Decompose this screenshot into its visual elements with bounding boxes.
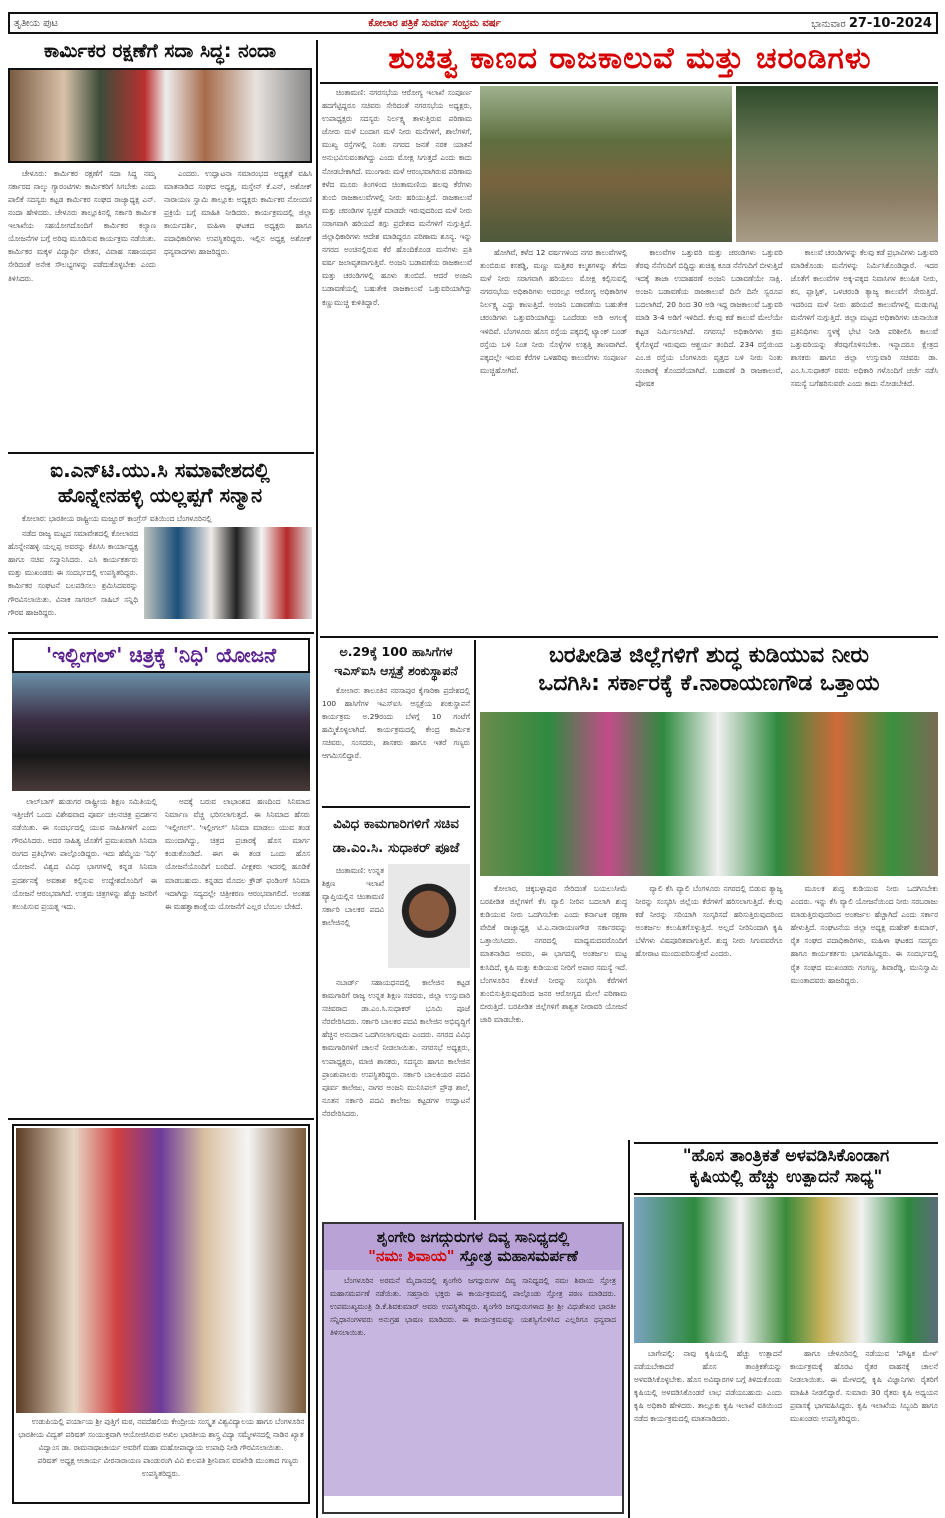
body-col: ಲಾಲ್‌ಬಾಗ್ ಹುಡುಗರ ರಾಷ್ಟ್ರೀಯ ಶಿಕ್ಷಣ ಸಮಿತಿಯಲ್ಲಿ ಇತ್ತೀಚೆಗೆ ಒಂದು ವಿಶೇಷವಾದ ಪೂರ್ವ ಚಲನಚಿತ್ರ ಪ್ರದರ್ಶನ ನಡೆಯಿತು. ಈ ಸಂದರ್ಭದಲ್ಲಿ ಯುವ ಸಾಹಿತಿಗಳಿಗೆ ಎಂದು ಗೌರವಿಸಿದರು. ಅದರ ಸಾಹಿತ್ಯ ಜೊತೆಗೆ ಪ್ರಮುಖವಾಗಿ ಸಿನಿಮಾ ರಂಗದ ಪ್ರತಿಭೆಗಳು ಪಾಲ್ಗೊಂಡಿದ್ದರು. ಇದು ಹೆಮ್ಮೆಯ 'ನಿಧಿ' ಯೋಜನೆ. ವಿಶ್ವದ ವಿವಿಧ ಭಾಗಗಳಲ್ಲಿ ಕನ್ನಡ ಸಿನಿಮಾ ಪ್ರದರ್ಶನಕ್ಕೆ ಅವಕಾಶ ಕಲ್ಪಿಸುವ ಉದ್ದೇಶದೊಂದಿಗೆ ಈ ಯೋಜನೆ ಆರಂಭವಾಗಿದೆ. ಉತ್ತಮ ಚಿತ್ರಗಳನ್ನು ಹೆಚ್ಚು ಜನರಿಗೆ ತಲುಪಿಸುವ ಪ್ರಯತ್ನ ಇದು.: [12, 797, 157, 911]
article-namah-shivaya: [322, 1222, 624, 1514]
photo-protest: [480, 712, 938, 876]
article-karmika: [8, 36, 312, 427]
column-divider: [316, 40, 318, 1518]
rule: [8, 452, 314, 454]
column-divider: [474, 640, 476, 1220]
body-col: ಕಾಲುವೆ ಚರಂಡಿಗಳನ್ನು ಕೆಲವು ಕಡೆ ಪ್ರಭಾವಿಗಳು ಒತ್ತುವರಿ ಮಾಡಿಕೊಂಡು ಮನೆಗಳನ್ನು ನಿರ್ಮಿಸಿಕೊಂಡಿದ್ದಾರೆ. ಇದರ ಜೊತೆಗೆ ಕಾಲುವೆಗಳ ಅಕ್ಕ-ಪಕ್ಕದ ನಿವಾಸಿಗಳ ಕಲುಷಿತ ನೀರು, ಕಸ, ಪ್ಲಾಸ್ಟಿಕ್, ಒಳಚರಂಡಿ ತ್ಯಾಜ್ಯ ಕಾಲುವೆಗೆ ಸೇರುತ್ತಿದೆ. ಇದರಿಂದ ಮಳೆ ನೀರು ಹರಿಯದೆ ಕಾಲುವೆಗಳಲ್ಲಿ ಮಡುಗಟ್ಟಿ ಮನೆಗಳಿಗೆ ನುಗ್ಗುತ್ತಿದೆ. ಜಿಲ್ಲಾ ಮಟ್ಟದ ಅಧಿಕಾರಿಗಳು ಚುನಾಯಿತ ಪ್ರತಿನಿಧಿಗಳು ಸ್ಥಳಕ್ಕೆ ಭೇಟಿ ನೀಡಿ ಪರಿಶೀಲಿಸಿ ಕಾಲುವೆ ಒತ್ತುವರಿಯನ್ನು ತೆರವುಗೊಳಿಸಬೇಕು. ಇನ್ನಾದರೂ ಕ್ಷೇತ್ರದ ಶಾಸಕರು ಹಾಗೂ ಜಿಲ್ಲಾ ಉಸ್ತುವಾರಿ ಸಚಿವರು ಡಾ. ಎಂ.ಸಿ.ಸುಧಾಕರ್ ರವರು ಅಧಿಕಾರಿ ಗಳೊಂದಿಗೆ ಚರ್ಚೆ ನಡೆಸಿ ಸಮಸ್ಯೆ ಬಗೆಹರಿಸುವರೇ ಎಂದು ಕಾದು ನೋಡಬೇಕಿದೆ.: [790, 248, 938, 388]
rule: [320, 636, 938, 638]
headline-band: [324, 1224, 622, 1270]
headline: ಬರಪೀಡಿತ ಜಿಲ್ಲೆಗಳಿಗೆ ಶುದ್ಧ ಕುಡಿಯುವ ನೀರು: [548, 643, 870, 668]
body-col: ಮೂಲಕ ಶುದ್ಧ ಕುಡಿಯುವ ನೀರು ಒದಗಿಸಬೇಕು ಎಂದರು. ಇನ್ನು ಕೆಸಿ ವ್ಯಾಲಿ ಯೋಜನೆಯಿಂದ ನೀರು ಸರಬರಾಜು ಮಾಡುತ್ತಿರುವುದರಿಂದ ಅಂತರ್ಜಲ ಹೆಚ್ಚಾಗಿದೆ ಎಂದು ಸರ್ಕಾರ ಹೇಳುತ್ತಿದೆ. ಸಂಘಟನೆಯ ಜಿಲ್ಲಾ ಅಧ್ಯಕ್ಷ ಮಹೇಶ್ ಕುಮಾರ್, ರೈತ ಸಂಘದ ಪದಾಧಿಕಾರಿಗಳು, ಮಹಿಳಾ ಘಟಕದ ಸದಸ್ಯರು ಹಾಗೂ ಕಾರ್ಯಕರ್ತರು ಭಾಗವಹಿಸಿದ್ದರು. ಈ ಸಂದರ್ಭದಲ್ಲಿ ರೈತ ಸಂಘದ ಮುಖಂಡರು ಗಂಗಣ್ಣ, ಶಿವಾರೆಡ್ಡಿ, ಮುನಿಸ್ವಾಮಿ ಮುಂತಾದವರು ಹಾಜರಿದ್ದರು.: [790, 884, 938, 985]
headline: ಕೃಷಿಯಲ್ಲಿ ಹೆಚ್ಚು ಉತ್ಪಾದನೆ ಸಾಧ್ಯ": [689, 1167, 883, 1188]
body: ನಬಾರ್ಡ್ ಸಹಾಯಧನದಲ್ಲಿ ಕಾಲೇಜಿನ ಕಟ್ಟಡ ಕಾಮಗಾರಿಗೆ ರಾಜ್ಯ ಉನ್ನತ ಶಿಕ್ಷಣ ಸಚಿವರು, ಜಿಲ್ಲಾ ಉಸ್ತುವಾರಿ ಸಚಿವರಾದ ಡಾ.ಎಂ.ಸಿ.ಸುಧಾಕರ್ ಭೂಮಿ ಪೂಜೆ ನೆರವೇರಿಸಿದರು. ಸರ್ಕಾರಿ ಬಾಲಕರ ಪದವಿ ಕಾಲೇಜಿನ ಅಭಿವೃದ್ಧಿಗೆ ಹೆಚ್ಚಿನ ಅನುದಾನ ಒದಗಿಸಲಾಗುವುದು ಎಂದರು. ನಗರದ ವಿವಿಧ ಕಾಮಗಾರಿಗಳಿಗೆ ಚಾಲನೆ ನೀಡಲಾಯಿತು. ನಗರಸಭೆ ಅಧ್ಯಕ್ಷರು, ಉಪಾಧ್ಯಕ್ಷರು, ಮಾಜಿ ಶಾಸಕರು, ಸದಸ್ಯರು ಹಾಗೂ ಕಾಲೇಜಿನ ಪ್ರಾಂಶುಪಾಲರು ಉಪಸ್ಥಿತರಿದ್ದರು. ಸರ್ಕಾರಿ ಬಾಲಕಿಯರ ಪದವಿ ಪೂರ್ವ ಕಾಲೇಜು, ನಾಗರ ಅಂಜನಿ ಮುನಿಸಿಪಲ್ ಪ್ರೌಢ ಶಾಲೆ, ನೂತನ ಸರ್ಕಾರಿ ಪದವಿ ಕಾಲೇಜು ಕಟ್ಟಡಗಳ ಉದ್ಘಾಟನೆ ನೆರವೇರಿಸಿದರು.: [322, 978, 470, 1118]
masthead-title: ಕೋಲಾರ ಪತ್ರಿಕೆ ಸುವರ್ಣ ಸಂಭ್ರಮ ವರ್ಷ: [368, 17, 501, 29]
headline: ವಿವಿಧ ಕಾಮಗಾರಿಗಳಿಗೆ ಸಚಿವ ಡಾ.ಎಂ.ಸಿ. ಸುಧಾಕರ್ ಪೂಜೆ: [332, 816, 460, 856]
headline: "ಹೊಸ ತಾಂತ್ರಿಕತೆ ಅಳವಡಿಸಿಕೊಂಡಾಗ: [682, 1146, 890, 1166]
headline: "ನಮಃ ಶಿವಾಯ" ಸ್ತೋತ್ರ ಮಹಾಸಮರ್ಪಣೆ: [368, 1246, 578, 1265]
headline: 'ಇಲ್ಲೀಗಲ್' ಚಿತ್ರಕ್ಕೆ 'ನಿಧಿ' ಯೋಜನೆ: [12, 638, 310, 673]
lead: ಕೋಲಾರ: ಭಾರತೀಯ ರಾಷ್ಟ್ರೀಯ ಮಜ್ದೂರ್ ಕಾಂಗ್ರೆಸ್ ವತಿಯಿಂದ ಬೆಂಗಳೂರಿನಲ್ಲಿ: [22, 514, 212, 523]
rule: [634, 1142, 938, 1144]
headline: ಅ.29ಕ್ಕೆ 100 ಹಾಸಿಗೆಗಳ ಇಎಸ್‌ಐಸಿ ಆಸ್ಪತ್ರೆ ಶಂಕುಸ್ಥಾಪನೆ: [334, 644, 458, 678]
headline: ಶೃಂಗೇರಿ ಜಗದ್ಗುರುಗಳ ದಿವ್ಯ ಸಾನಿಧ್ಯದಲ್ಲಿ: [376, 1228, 570, 1246]
photo-minister: [388, 864, 470, 968]
lead-headline: ಶುಚಿತ್ವ ಕಾಣದ ರಾಜಕಾಲುವೆ ಮತ್ತು ಚರಂಡಿಗಳು: [388, 41, 872, 76]
photo-waterlogged-road: [736, 86, 938, 242]
headline: ಕಾರ್ಮಿಕರ ರಕ್ಷಣೆಗೆ ಸದಾ ಸಿದ್ಧ: ನಂದಾ: [43, 40, 277, 62]
body-col: ಚಿಂತಾಮಣಿ: ಉನ್ನತ ಶಿಕ್ಷಣ ಇಲಾಖೆ ವ್ಯಾಪ್ತಿಯಲ್ಲಿನ ಚಿಂತಾಮಣಿ ಸರ್ಕಾರಿ ಬಾಲಕರ ಪದವಿ ಕಾಲೇಜಿನಲ್ಲಿ: [322, 866, 384, 928]
photo-farmers-vehicle: [634, 1197, 938, 1343]
rule: [320, 82, 938, 84]
body-col: ಬಾಗೇಪಲ್ಲಿ: ನಾವು ಕೃಷಿಯಲ್ಲಿ ಹೆಚ್ಚು ಉತ್ಪಾದನೆ ಪಡೆಯಬೇಕಾದರೆ ಹೊಸ ತಾಂತ್ರಿಕತೆಯನ್ನು ಅಳವಡಿಸಿಕೊಳ್ಳಬೇಕು. ಹೊಸ ಅವಿಷ್ಕಾರಗಳ ಬಗ್ಗೆ ತಿಳಿದುಕೊಂಡು ಕೃಷಿಯಲ್ಲಿ ಅಳವಡಿಸಿಕೊಂಡರೆ ಲಾಭ ಪಡೆಯಬಹುದು ಎಂದು ಕೃಷಿ ಅಧಿಕಾರಿ ಹೇಳಿದರು. ತಾಲ್ಲೂಕು ಕೃಷಿ ಇಲಾಖೆ ವತಿಯಿಂದ ನಡೆದ ಕಾರ್ಯಕ್ರಮದಲ್ಲಿ ಮಾತನಾಡಿದರು.: [634, 1348, 782, 1423]
photo-inauguration: [8, 68, 312, 163]
headline: ಒದಗಿಸಿ: ಸರ್ಕಾರಕ್ಕೆ ಕೆ.ನಾರಾಯಣಗೌಡ ಒತ್ತಾಯ: [538, 670, 880, 696]
headline: ಹೊನ್ನೇನಹಳ್ಳಿ ಯಲ್ಲಪ್ಪಗೆ ಸನ್ಮಾನ: [57, 483, 263, 507]
photo-drain: [480, 86, 732, 242]
body-col: ಅದಕ್ಕೆ ಬರುವ ಲಾಭಾಂಶದ ಹಣದಿಂದ ಸಿನಿಮಾದ ನಿರ್ಮಾಣ ವೆಚ್ಚ ಭರಿಸಲಾಗುತ್ತದೆ. ಈ ಸಿನಿಮಾದ ಹೆಸರು 'ಇಲ್ಲೀಗಲ್'. 'ಇಲ್ಲೀಗಲ್' ಸಿನಿಮಾ ಮಾಡಲು ಯುವ ತಂಡ ಮುಂದಾಗಿದ್ದು, ಚಿತ್ರದ ಪ್ರಚಾರಕ್ಕೆ ಹೊಸ ಮಾರ್ಗ ಕಂಡುಕೊಂಡಿದೆ. ಈಗ ಈ ತಂಡ ಒಂದು ಹೊಸ ಯೋಜನೆಯೊಂದಿಗೆ ಬಂದಿದೆ. ವೀಕ್ಷಕರು ಇದರಲ್ಲಿ ಹೂಡಿಕೆ ಮಾಡಬಹುದು. ಕನ್ನಡದ ಮೊದಲ ಕ್ರೌಡ್ ಫಂಡಿಂಗ್ ಸಿನಿಮಾ ಇದಾಗಿದ್ದು ಸದ್ಯದಲ್ಲೇ ಚಿತ್ರೀಕರಣ ಆರಂಭವಾಗಲಿದೆ. ಅಂತಹ ಈ ಮಹತ್ವಾಕಾಂಕ್ಷೆಯ ಯೋಜನೆಗೆ ಎಲ್ಲರ ಬೆಂಬಲ ಬೇಕಿದೆ.: [165, 797, 310, 911]
body-col: ಕಾಲುವೆಗಳ ಒತ್ತುವರಿ ಮತ್ತು ಚರಂಡಿಗಳು ಒತ್ತುವರಿ ತೆರವು ನೆನೆಗುದಿಗೆ ಬಿದ್ದಿದ್ದು ಶುಚಿತ್ವ ಕೂಡ ನೆನೆಗುದಿಗೆ ಬೀಳುತ್ತಿದೆ ಇದಕ್ಕೆ ತಾಜಾ ಉದಾಹರಣೆ ಅಂಜನಿ ಬಡಾವಣೆಯೇ ಸಾಕ್ಷಿ. ಅಂಜನಿ ಬಡಾವಣೆಯ ರಾಜಕಾಲುವೆ ದಿನೇ ದಿನೇ ಸ್ವರೂಪ ಬದಲಾಗಿದೆ, 20 ರಿಂದ 30 ಅಡಿ ಇದ್ದ ರಾಜಕಾಲುವೆ ಒತ್ತುವರಿ ಮಾಡಿ 3-4 ಅಡಿಗೆ ಇಳಿದಿದೆ. ಕೆಲವು ಕಡೆ ಕಾಲುವೆ ಮೇಲೆಯೇ ಕಟ್ಟಡ ನಿರ್ಮಿಸಲಾಗಿದೆ. ನಗರಸಭೆ ಅಧಿಕಾರಿಗಳು ಕ್ರಮ ಕೈಗೊಳ್ಳದೆ ಇರುವುದು ಆಶ್ಚರ್ಯ ತಂದಿದೆ. 234 ರಸ್ತೆಯಿಂದ ಎಂ.ಜಿ ರಸ್ತೆಯ ಬೆಂಗಳೂರು ವೃತ್ತದ ಬಳಿ ನೀರು ನಿಂತು ಸಂಚಾರಕ್ಕೆ ತೊಂದರೆಯಾಗಿದೆ. ಬಡಾವಣೆ ಡಿ ರಾಜಕಾಲುವೆ, ಪೋಷಕ: [635, 248, 783, 388]
rule: [8, 632, 314, 634]
photo-feature-udupi: [12, 1124, 310, 1504]
body-col: ಹೋಗಿವೆ, ಕಳೆದ 12 ವರ್ಷಗಳಿಂದ ನಗರ ಕಾಲುವೆಗಳಲ್ಲಿ ತುಂಬಿರುವ ಕಸಕಡ್ಡಿ, ಮಣ್ಣು ಮತ್ತಿತರ ಕಲ್ಮಶಗಳನ್ನು ತೆಗೆದು ಮಳೆ ನೀರು ಸರಾಗವಾಗಿ ಹರಿಯಲು ಮೋಕ್ಷ ಕಲ್ಪಿಸುವಲ್ಲಿ ನಗರಸಭೆಯ ಅಧಿಕಾರಿಗಳು ಅದರಲ್ಲೂ ಆರೋಗ್ಯ ಅಧಿಕಾರಿಗಳ ನಿರ್ಲಕ್ಷ್ಯ ಎದ್ದು ಕಾಣುತ್ತಿದೆ. ಅಂಜನಿ ಬಡಾವಣೆಯ ಬಹುತೇಕ ಚರಂಡಿಗಳು ಒತ್ತುವರಿಯಾಗಿದ್ದು ಒಂದೆರಡು ಅಡಿ ಅಗಲಕ್ಕೆ ಇಳಿದಿವೆ. ಬೆಂಗಳೂರು ಹೊಸ ರಸ್ತೆಯ ಪಕ್ಕದಲ್ಲಿ ಟ್ಯಾಂಕ್ ಬಂಡ್ ರಸ್ತೆಯ ಬಳಿ ನಿಂತ ನೀರು ಸೊಳ್ಳೆಗಳ ಉತ್ಪತ್ತಿ ತಾಣವಾಗಿದೆ. ಪಕ್ಕದಲ್ಲೇ ಇರುವ ಕೆರೆಗಳ ಒಳಹರಿವು ಕಾಲುವೆಗಳು ಸಂಪೂರ್ಣ ಮುಚ್ಚಿಹೋಗಿವೆ.: [480, 248, 628, 375]
headline: ಐ.ಎನ್‌ಟಿ.ಯು.ಸಿ ಸಮಾವೇಶದಲ್ಲಿ: [50, 458, 270, 482]
caption: ಉಡುಪಿಯಲ್ಲಿ ಪರ್ಯಾಯ ಶ್ರೀ ಪುತ್ತಿಗೆ ಮಠ, ನವದೆಹಲಿಯ ಕೇಂದ್ರೀಯ ಸಂಸ್ಕೃತ ವಿಶ್ವವಿದ್ಯಾಲಯ ಹಾಗೂ ಬೆಂಗಳೂರಿನ ಭಾರತೀಯ ವಿದ್ವತ್ ಪರಿಷತ್ ಸಂಯುಕ್ತವಾಗಿ ಆಯೋಜಿಸಿರುವ ಅಖಿಲ ಭಾರತೀಯ ಶಾಸ್ತ್ರ ವಿದ್ಯಾ ಸಮ್ಮೇಳನದಲ್ಲಿ ನಾಡಿನ ಖ್ಯಾತ ವಿದ್ವಾಂಸ ಡಾ. ರಾಮನಾಥಾಚಾರ್ಯ ಅವರಿಗೆ ಮಹಾ ಮಹೋಪಾಧ್ಯಾಯ ಉಪಾಧಿ ನೀಡಿ ಗೌರವಿಸಲಾಯಿತು. ಪರಿಷತ್ ಅಧ್ಯಕ್ಷ ಆಚಾರ್ಯ ವೀರನಾರಾಯಣ ಪಾಂಡುರಂಗಿ ವಿವಿ ಕುಲಪತಿ ಶ್ರೀನಿವಾಸ ವರಖೇಡಿ ಮುಂತಾದ ಗಣ್ಯರು ಉಪಸ್ಥಿತರಿದ್ದರು.: [18, 1417, 305, 1479]
photo-honour-ceremony: [16, 1128, 306, 1413]
rule: [8, 1118, 314, 1120]
body-col: ಹಾಗೂ ಚೇಳೂರಿನಲ್ಲಿ ನಡೆಯುವ 'ಪೌಷ್ಟಿಕ ಮೇಳ' ಕಾರ್ಯಕ್ರಮಕ್ಕೆ ಹೊರಟ ರೈತರ ವಾಹನಕ್ಕೆ ಚಾಲನೆ ನೀಡಲಾಯಿತು. ಈ ಮೇಳದಲ್ಲಿ ಕೃಷಿ ವಿಜ್ಞಾನಿಗಳು ರೈತರಿಗೆ ಮಾಹಿತಿ ನೀಡಲಿದ್ದಾರೆ. ಸುಮಾರು 30 ರೈತರು ಕೃಷಿ ಅಧ್ಯಯನ ಪ್ರವಾಸಕ್ಕೆ ಭಾಗವಹಿಸಿದ್ದರು. ಕೃಷಿ ಇಲಾಖೆಯ ಸಿಬ್ಬಂದಿ ಹಾಗೂ ಮುಖಂಡರು ಉಪಸ್ಥಿತರಿದ್ದರು.: [790, 1348, 938, 1423]
article-esi-hospital: [322, 642, 470, 780]
photo-film-team: [12, 673, 310, 791]
body: ಕೋಲಾರ: ತಾಲೂಕಿನ ನರಸಾಪುರ ಕೈಗಾರಿಕಾ ಪ್ರದೇಶದಲ್ಲಿ 100 ಹಾಸಿಗೆಗಳ ಇಎಸ್‌ಐಸಿ ಆಸ್ಪತ್ರೆಯ ಶಂಕುಸ್ಥಾಪನೆ ಕಾರ್ಯಕ್ರಮ ಅ.29ರಂದು ಬೆಳಗ್ಗೆ 10 ಗಂಟೆಗೆ ಹಮ್ಮಿಕೊಳ್ಳಲಾಗಿದೆ. ಕಾರ್ಯಕ್ರಮದಲ್ಲಿ ಕೇಂದ್ರ ಕಾರ್ಮಿಕ ಸಚಿವರು, ಸಂಸದರು, ಶಾಸಕರು ಹಾಗೂ ಇತರೆ ಗಣ್ಯರು ಆಗಮಿಸಲಿದ್ದಾರೆ.: [322, 686, 470, 761]
rule: [322, 806, 470, 808]
body-col: ಚಿಂತಾಮಣಿ: ನಗರಸಭೆಯ ಆರೋಗ್ಯ ಇಲಾಖೆ ಸಂಪೂರ್ಣ ಹದಗೆಟ್ಟಿದ್ದರೂ ಸಚಿವರು ಸೇರಿದಂತೆ ನಗರಸಭೆಯ ಅಧ್ಯಕ್ಷರು, ಉಪಾಧ್ಯಕ್ಷರು ಸದಸ್ಯರು ನಿರ್ಲಕ್ಷ್ಯ ತಾಳುತ್ತಿರುವ ಪರಿಣಾಮ ಜೋರು ಮಳೆ ಬಂದಾಗ ಮಳೆ ನೀರು ಮನೆಗಳಿಗೆ, ಶಾಲೆಗಳಿಗೆ, ಮುಖ್ಯ ರಸ್ತೆಗಳಲ್ಲಿ ನಿಂತು ನಗರದ ಜನತೆ ನರಕ ಯಾತನೆ ಅನುಭವಿಸುವಂತಾಗಿದ್ದು ಎಂದು ಮೋಕ್ಷ ಸಿಗುತ್ತದೆ ಎಂದು ಕಾದು ನೋಡಬೇಕಾಗಿದೆ. ಮುಂಗಾರು ಮಳೆ ಆರಂಭವಾಗಿರುವ ಪರಿಣಾಮ ಕಳೆದ ಮೂರು ತಿಂಗಳಿಂದ ಚಿಂತಾಮಣಿಯ ಹಲವು ಕೆರೆಗಳು ತುಂಬಿ ರಾಜಕಾಲುವೆಗಳಲ್ಲಿ ನೀರು ಹರಿಯುತ್ತಿದೆ. ರಾಜಕಾಲುವೆ ಮತ್ತು ಚರಂಡಿಗಳ ಸ್ವಚ್ಛತೆ ಮಾಡದೇ ಇರುವುದರಿಂದ ಮಳೆ ನೀರು ಸರಾಗವಾಗಿ ಹರಿಯದೆ ತಗ್ಗು ಪ್ರದೇಶದ ಮನೆಗಳಿಗೆ ನುಗ್ಗುತ್ತಿದೆ. ಜಿಲ್ಲಾಧಿಕಾರಿಗಳು ಆದೇಶ ಮಾಡಿದ್ದರೂ ಪರಿಣಾಮ ಶೂನ್ಯ. ಇನ್ನು ನಗರದ ಅಂಚಿನಲ್ಲಿರುವ ಕೆರೆ ಹೊಂದಿಕೊಂಡ ಮನೆಗಳು ಪ್ರತಿ ವರ್ಷ ಜಲಾವೃತವಾಗುತ್ತಿವೆ. ಅಂಜನಿ ಬಡಾವಣೆಯ ರಾಜಕಾಲುವೆ ಮತ್ತು ಚರಂಡಿಗಳಲ್ಲಿ ಹೂಳು ತುಂಬಿದೆ. ಆದರೆ ಅಂಜನಿ ಬಡಾವಣೆಯಲ್ಲಿ ಬಹುತೇಕ ರಾಜಕಾಲುವೆ ಒತ್ತುವರಿಯಾಗಿದ್ದು ಕಣ್ಣುಮುಚ್ಚಿ ಕುಳಿತಿದ್ದಾರೆ.: [322, 88, 472, 307]
body-col: ಚೇಳೂರು: ಕಾರ್ಮಿಕರ ರಕ್ಷಣೆಗೆ ಸದಾ ಸಿದ್ಧ ನಮ್ಮ ಸರ್ಕಾರದ ನಾಲ್ಕು ಗ್ಯಾರಂಟಿಗಳು ಕಾರ್ಮಿಕರಿಗೆ ಸಿಗಬೇಕು ಎಂದು ಪಾಲಿಕೆ ಸದಸ್ಯರು ಕಟ್ಟಡ ಕಾರ್ಮಿಕರ ಸಂಘದ ರಾಜ್ಯಾಧ್ಯಕ್ಷ ಎನ್. ನಂದಾ ಹೇಳಿದರು. ಚೇಳೂರು ತಾಲ್ಲೂಕಿನಲ್ಲಿ ಸರ್ಕಾರಿ ಕಾರ್ಮಿಕ ಇಲಾಖೆಯ ಸಹಯೋಗದೊಂದಿಗೆ ಕಾರ್ಮಿಕರ ಕಲ್ಯಾಣ ಯೋಜನೆಗಳ ಬಗ್ಗೆ ಅರಿವು ಮೂಡಿಸುವ ಕಾರ್ಯಕ್ರಮ ನಡೆಯಿತು. ಕಾರ್ಮಿಕರ ಮಕ್ಕಳ ವಿದ್ಯಾರ್ಥಿ ವೇತನ, ವಿವಾಹ ಸಹಾಯಧನ ಸೇರಿದಂತೆ ಅನೇಕ ಸೌಲಭ್ಯಗಳನ್ನು ಪಡೆದುಕೊಳ್ಳಬೇಕು ಎಂದು ತಿಳಿಸಿದರು.: [8, 168, 156, 283]
photo-felicitation: [144, 527, 312, 619]
rule: [634, 1193, 938, 1195]
article-intuc: [8, 458, 312, 627]
article-sudhakar: [322, 812, 470, 1266]
body-col: ಕೋಲಾರ, ಚಿಕ್ಕಬಳ್ಳಾಪುರ ಸೇರಿದಂತೆ ಬಯಲುಸೀಮೆ ಬರಪೀಡಿತ ಜಿಲ್ಲೆಗಳಿಗೆ ಕೆಸಿ ವ್ಯಾಲಿ ನೀರಿನ ಬದಲಾಗಿ ಶುದ್ಧ ಕುಡಿಯುವ ನೀರು ಒದಗಿಸಬೇಕು ಎಂದು ಕರ್ನಾಟಕ ರಕ್ಷಣಾ ವೇದಿಕೆ ರಾಜ್ಯಾಧ್ಯಕ್ಷ ಟಿ.ಎ.ನಾರಾಯಣಗೌಡ ಸರ್ಕಾರವನ್ನು ಒತ್ತಾಯಿಸಿದರು. ನಗರದಲ್ಲಿ ಮಾಧ್ಯಮದವರೊಂದಿಗೆ ಮಾತನಾಡಿದ ಅವರು, ಈ ಭಾಗದಲ್ಲಿ ಅಂತರ್ಜಲ ಮಟ್ಟ ಕುಸಿದಿದೆ, ಕೃಷಿ ಮತ್ತು ಕುಡಿಯುವ ನೀರಿಗೆ ಅಪಾರ ಸಮಸ್ಯೆ ಇದೆ. ಬೆಂಗಳೂರಿನ ಕೊಳಚೆ ನೀರನ್ನು ಸಂಸ್ಕರಿಸಿ ಕೆರೆಗಳಿಗೆ ತುಂಬಿಸುತ್ತಿರುವುದರಿಂದ ಜನರ ಆರೋಗ್ಯದ ಮೇಲೆ ಪರಿಣಾಮ ಬೀರುತ್ತಿದೆ. ಬರಪೀಡಿತ ಜಿಲ್ಲೆಗಳಿಗೆ ಶಾಶ್ವತ ನೀರಾವರಿ ಯೋಜನೆ ಜಾರಿ ಮಾಡಬೇಕು.: [480, 884, 628, 1024]
body-col: ಎಂದರು. ಉದ್ಘಾಟನಾ ಸಮಾರಂಭದ ಅಧ್ಯಕ್ಷತೆ ವಹಿಸಿ ಮಾತನಾಡಿದ ಸಂಘದ ಅಧ್ಯಕ್ಷ, ಮಸ್ತೇನ್ ಕೆ.ಎನ್, ಅಶೋಕ್ ನಾರಾಯಣ ಸ್ವಾಮಿ ತಾಲ್ಲೂಕು ಅಧ್ಯಕ್ಷರು ಕಾರ್ಮಿಕರ ನೋಂದಣಿ ಪ್ರಕ್ರಿಯೆ ಬಗ್ಗೆ ಮಾಹಿತಿ ನೀಡಿದರು. ಕಾರ್ಯಕ್ರಮದಲ್ಲಿ ಜಿಲ್ಲಾ ಕಾರ್ಯದರ್ಶಿ, ಮಹಿಳಾ ಘಟಕದ ಅಧ್ಯಕ್ಷರು ಹಾಗೂ ಪದಾಧಿಕಾರಿಗಳು ಉಪಸ್ಥಿತರಿದ್ದರು. ಇಲ್ಲಿನ ಅಧ್ಯಕ್ಷ ಅಶೋಕ್ ಧನ್ಯವಾದಗಳು ಹಾಜರಿದ್ದರು.: [164, 168, 312, 257]
article-krishi: [634, 1146, 938, 1497]
article-illegal: [12, 638, 310, 1145]
body-col: ನಡೆದ ರಾಜ್ಯ ಮಟ್ಟದ ಸಮಾವೇಶದಲ್ಲಿ ಕೋಲಾರದ ಹೊನ್ನೇನಹಳ್ಳಿ ಯಲ್ಲಪ್ಪ ಅವರನ್ನು ಕೆಪಿಸಿಸಿ ಕಾರ್ಯಾಧ್ಯಕ್ಷ ಹಾಗೂ ಸಚಿವ ಸನ್ಮಾನಿಸಿದರು. ಎಸಿ ಕಾರ್ಯಕರ್ತರು ಮತ್ತು ಮುಖಂಡರು ಈ ಸಂದರ್ಭದಲ್ಲಿ ಉಪಸ್ಥಿತರಿದ್ದರು. ಕಾರ್ಮಿಕರ ಸಂಘಟನೆ ಬಲಪಡಿಸಲು ಶ್ರಮಿಸಿದವರನ್ನು ಗೌರವಿಸಲಾಯಿತು. ವಿನಾಕ ಸಾಗರಲ್ ಸಾಹಿಬ್ ಸನ್ನಿಧಿ ಗೌರವ ಹಾಜರಿದ್ದರು.: [8, 529, 138, 617]
article-narayanagowda: [480, 642, 938, 697]
issue-date: ಭಾನುವಾರ 27-10-2024: [811, 15, 932, 31]
body: ಬೆಂಗಳೂರಿನ ಅರಮನೆ ಮೈದಾನದಲ್ಲಿ ಶೃಂಗೇರಿ ಜಗದ್ಗುರುಗಳ ದಿವ್ಯ ಸಾನಿಧ್ಯದಲ್ಲಿ ನಮಃ ಶಿವಾಯ ಸ್ತೋತ್ರ ಮಹಾಸಮರ್ಪಣೆ ನಡೆಯಿತು. ಸಹಸ್ರಾರು ಭಕ್ತರು ಈ ಕಾರ್ಯಕ್ರಮದಲ್ಲಿ ಪಾಲ್ಗೊಂಡು ಸ್ತೋತ್ರ ಪಠಣ ಮಾಡಿದರು. ಉಪಮುಖ್ಯಮಂತ್ರಿ ಡಿ.ಕೆ.ಶಿವಕುಮಾರ್ ಅವರು ಉಪಸ್ಥಿತರಿದ್ದರು. ಶೃಂಗೇರಿ ಜಗದ್ಗುರುಗಳಾದ ಶ್ರೀ ಶ್ರೀ ವಿಧುಶೇಖರ ಭಾರತೀ ಸನ್ನಿಧಾನಂಗಳವರು ಅನುಗ್ರಹ ಭಾಷಣ ಮಾಡಿದರು. ಈ ಕಾರ್ಯಕ್ರಮವನ್ನು ಯಶಸ್ವಿಗೊಳಿಸಿದ ಎಲ್ಲರಿಗೂ ಧನ್ಯವಾದ ತಿಳಿಸಲಾಯಿತು.: [324, 1270, 622, 1496]
masthead-bar: [8, 12, 938, 34]
body-col: ವ್ಯಾಲಿ ಕೆಸಿ ವ್ಯಾಲಿ ಬೆಂಗಳೂರು ನಗರದಲ್ಲಿ ಬಿಡುವ ತ್ಯಾಜ್ಯ ನೀರನ್ನು ಸಂಸ್ಕರಿಸಿ ಜಿಲ್ಲೆಯ ಕೆರೆಗಳಿಗೆ ಹರಿಸಲಾಗುತ್ತಿದೆ. ಕೆಲವು ಕಡೆ ನೀರನ್ನು ಸರಿಯಾಗಿ ಸಂಸ್ಕರಿಸದೆ ಹರಿಸುತ್ತಿರುವುದರಿಂದ ಅಂತರ್ಜಲ ಕಲುಷಿತಗೊಳ್ಳುತ್ತಿದೆ. ಅಲ್ಲದೆ ನೀರಿನಿಂದಾಗಿ ಕೃಷಿ ಬೆಳೆಗಳು ವಿಷಪೂರಿತವಾಗುತ್ತಿವೆ. ಶುದ್ಧ ನೀರು ಸಿಗುವವರೆಗೂ ಹೋರಾಟ ಮುಂದುವರಿಸುತ್ತೇವೆ ಎಂದರು.: [635, 884, 783, 959]
column-divider: [628, 1140, 630, 1518]
page-label: ತೃತೀಯ ಪುಟ: [14, 17, 58, 29]
